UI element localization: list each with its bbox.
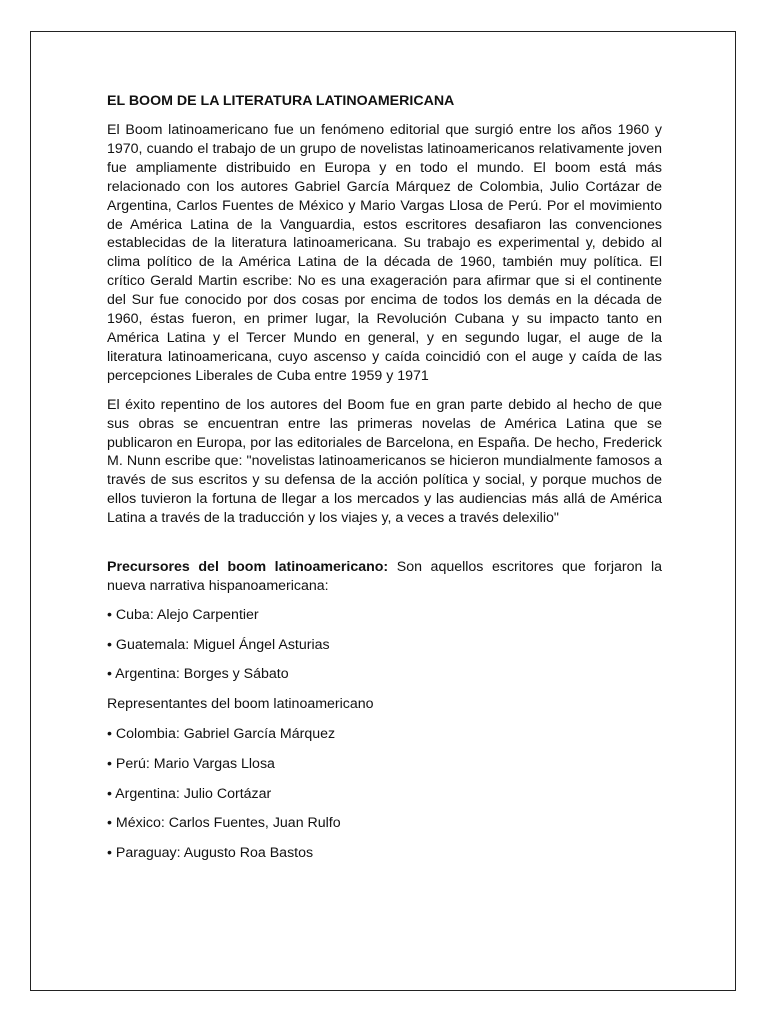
- precursor-item-argentina: • Argentina: Borges y Sábato: [107, 666, 289, 683]
- paragraph-intro: El Boom latinoamericano fue un fenómeno editorial que surgió entre los años 1960 y 1970, cuando el trabajo de un grupo de novelistas latinoamericanos relativamente joven fue ampliamente distribuido en Europa y en todo el mundo. El boom está más relacionado con los autores Gabriel García Márquez de Colombia, Julio Cortázar de Argentina, Carlos Fuentes de México y Mario Vargas Llosa de Perú. Por el movimiento de América Latina de la Vanguardia, estos escritores desafiaron las convenciones establecidas de la literatura latinoamericana. Su trabajo es experimental y, debido al clima político de la América Latina de la década de 1960, también muy política. El crítico Gerald Martin escribe: No es una exageración para afirmar que si el continente del Sur fue conocido por dos cosas por encima de todos los demás en la década de 1960, éstas fueron, en primer lugar, la Revolución Cubana y su impacto tanto en América Latina y el Tercer Mundo en general, y en segundo lugar, el auge de la literatura latinoamericana, cuyo ascenso y caída coincidió con el auge y caída de las percepciones Liberales de Cuba entre 1959 y 1971: [107, 122, 662, 384]
- precursor-item-guatemala: • Guatemala: Miguel Ángel Asturias: [107, 636, 330, 653]
- document-content: [107, 92, 662, 874]
- representatives-heading: Representantes del boom latinoamericano: [107, 696, 374, 713]
- representative-item-paraguay: • Paraguay: Augusto Roa Bastos: [107, 845, 314, 862]
- document-title: EL BOOM DE LA LITERATURA LATINOAMERICANA: [107, 93, 455, 109]
- document-page: [30, 31, 736, 991]
- representative-item-colombia: • Colombia: Gabriel García Márquez: [107, 726, 336, 743]
- precursors-paragraph: [107, 558, 662, 596]
- precursor-item-cuba: • Cuba: Alejo Carpentier: [107, 606, 259, 623]
- paragraph-success: El éxito repentino de los autores del Boom fue en gran parte debido al hecho de que sus obras se encuentran entre las primeras novelas de América Latina que se publicaron en Europa, por las editoriales de Barcelona, en España. De hecho, Frederick M. Nunn escribe que: "novelistas latinoamericanos se hicieron mundialmente famosos a través de sus escritos y su defensa de la acción política y social, y porque muchos de ellos tuvieron la fortuna de llegar a los mercados y las audiencias más allá de América Latina a través de la traducción y los viajes y, a veces a través delexilio": [107, 396, 662, 527]
- precursors-intro: Son aquellos escritores que forjaron la nueva narrativa hispanoamericana:: [107, 559, 663, 594]
- representative-item-argentina: • Argentina: Julio Cortázar: [107, 785, 272, 802]
- precursors-heading: Precursores del boom latinoamericano:: [107, 559, 389, 576]
- representative-item-mexico: • México: Carlos Fuentes, Juan Rulfo: [107, 815, 341, 832]
- representative-item-peru: • Perú: Mario Vargas Llosa: [107, 755, 275, 772]
